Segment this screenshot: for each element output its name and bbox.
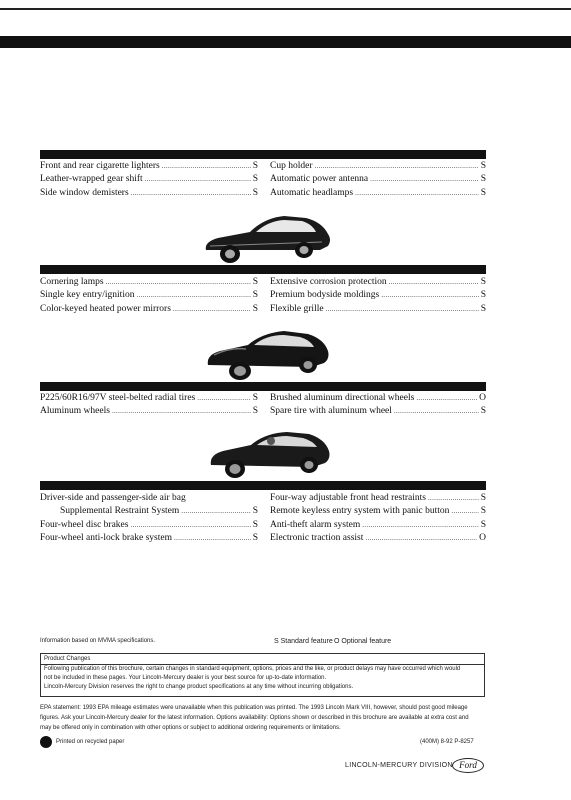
feature-label: P225/60R16/97V steel-belted radial tires <box>40 393 196 403</box>
section-4-left <box>40 492 258 545</box>
feature-label: Front and rear cigarette lighters <box>40 161 160 171</box>
feature-label: Cornering lamps <box>40 277 104 287</box>
feature-label: Electronic traction assist <box>270 532 364 543</box>
feature-label: Remote keyless entry system with panic button <box>270 506 450 517</box>
section-bar <box>40 265 486 274</box>
product-changes-title: Product Changes <box>41 654 484 665</box>
header-bar <box>0 36 571 48</box>
feature-code: S <box>480 161 486 171</box>
feature-label: Spare tire with aluminum wheel <box>270 406 392 417</box>
feature-code: S <box>252 161 258 171</box>
feature-code: S <box>480 277 486 287</box>
feature-label: Extensive corrosion protection <box>270 277 387 287</box>
feature-label: Color-keyed heated power mirrors <box>40 303 171 314</box>
feature-code: O <box>479 532 486 543</box>
car-illustration <box>205 425 340 485</box>
feature-row <box>40 505 258 518</box>
feature-label: Four-wheel anti-lock brake system <box>40 532 172 543</box>
section-1-left <box>40 160 258 200</box>
product-changes-line: not be included in these pages. Your Lincoln-Mercury dealer is your best source for up-to-date information. <box>44 675 327 681</box>
feature-row <box>40 187 258 200</box>
product-changes-line: Lincoln-Mercury Division reserves the right to change product specifications at any time without incurring obligations. <box>44 684 354 690</box>
epa-statement <box>40 703 485 733</box>
feature-code: S <box>252 393 258 403</box>
feature-label: Flexible grille <box>270 303 324 314</box>
feature-code: S <box>480 406 486 417</box>
feature-label: Single key entry/ignition <box>40 290 135 301</box>
feature-code: S <box>252 406 258 417</box>
feature-row <box>270 505 486 518</box>
section-2-right <box>270 276 486 316</box>
feature-row <box>270 532 486 545</box>
feature-label: Supplemental Restraint System <box>60 506 180 517</box>
feature-code: S <box>252 519 258 530</box>
feature-row <box>270 289 486 302</box>
feature-label: Driver-side and passenger-side air bag <box>40 493 186 503</box>
feature-row <box>270 492 486 505</box>
feature-row <box>270 160 486 173</box>
feature-row <box>40 392 258 405</box>
feature-code: S <box>480 506 486 517</box>
feature-label: Automatic headlamps <box>270 187 354 198</box>
epa-line: figures. Ask your Lincoln-Mercury dealer for the latest information. Options availability: Options shown or described in this brochure are available at extra cost and <box>40 715 469 721</box>
feature-code: O <box>479 393 486 403</box>
recycle-icon <box>40 736 52 748</box>
feature-label: Aluminum wheels <box>40 406 110 417</box>
section-bar <box>40 150 486 159</box>
feature-row <box>40 160 258 173</box>
legend-standard: S Standard feature <box>274 638 333 645</box>
feature-code: S <box>252 277 258 287</box>
feature-label: Automatic power antenna <box>270 174 369 185</box>
feature-row <box>270 187 486 200</box>
section-2-left <box>40 276 258 316</box>
feature-code: S <box>480 174 486 185</box>
feature-code: S <box>252 303 258 314</box>
feature-row <box>40 532 258 545</box>
feature-row <box>40 276 258 289</box>
feature-row <box>270 173 486 186</box>
section-3-left <box>40 392 258 419</box>
feature-label: Brushed aluminum directional wheels <box>270 393 415 403</box>
feature-code: S <box>252 290 258 301</box>
legend-optional: O Optional feature <box>334 638 392 645</box>
feature-row <box>270 392 486 405</box>
ford-logo: Ford <box>452 758 484 773</box>
recycled-note: Printed on recycled paper <box>56 739 125 745</box>
feature-code: S <box>252 532 258 543</box>
section-4-right <box>270 492 486 545</box>
section-3-right <box>270 392 486 419</box>
feature-label: Premium bodyside moldings <box>270 290 380 301</box>
feature-row <box>270 303 486 316</box>
section-1-right <box>270 160 486 200</box>
feature-row <box>270 405 486 418</box>
epa-line: may be offered only in combination with other options or subject to additional ordering requirements or limitations. <box>40 725 341 731</box>
product-changes-box <box>40 653 485 697</box>
product-changes-line: Following publication of this brochure, certain changes in standard equipment, options, prices and the like, or product delays may have occurred which would <box>44 666 461 672</box>
feature-row <box>270 519 486 532</box>
top-rule <box>0 8 571 10</box>
feature-label: Cup holder <box>270 161 313 171</box>
epa-line: EPA statement: 1993 EPA mileage estimates were unavailable when this publication was printed. The 1993 Lincoln Mark VIII, however, should post good mileage <box>40 705 468 711</box>
feature-code: S <box>480 290 486 301</box>
feature-code: S <box>252 506 258 517</box>
feature-code: S <box>480 519 486 530</box>
section-bar <box>40 382 486 391</box>
feature-row <box>40 519 258 532</box>
division-name: LINCOLN-MERCURY DIVISION <box>345 762 453 769</box>
feature-code: S <box>252 174 258 185</box>
feature-label: Side window demisters <box>40 187 129 198</box>
feature-row <box>40 492 258 505</box>
car-illustration <box>200 208 340 268</box>
feature-label: Four-way adjustable front head restraints <box>270 493 426 503</box>
mvma-note: Information based on MVMA specifications. <box>40 638 156 644</box>
feature-code: S <box>480 303 486 314</box>
feature-row <box>40 173 258 186</box>
feature-code: S <box>480 493 486 503</box>
feature-label: Four-wheel disc brakes <box>40 519 129 530</box>
feature-row <box>40 289 258 302</box>
feature-row <box>40 405 258 418</box>
feature-code: S <box>480 187 486 198</box>
section-bar <box>40 481 486 490</box>
car-illustration <box>200 325 340 385</box>
feature-row <box>270 276 486 289</box>
feature-row <box>40 303 258 316</box>
feature-label: Leather-wrapped gear shift <box>40 174 143 185</box>
print-code: (400M) 8-92 P-8257 <box>420 739 474 745</box>
feature-label: Anti-theft alarm system <box>270 519 361 530</box>
feature-code: S <box>252 187 258 198</box>
